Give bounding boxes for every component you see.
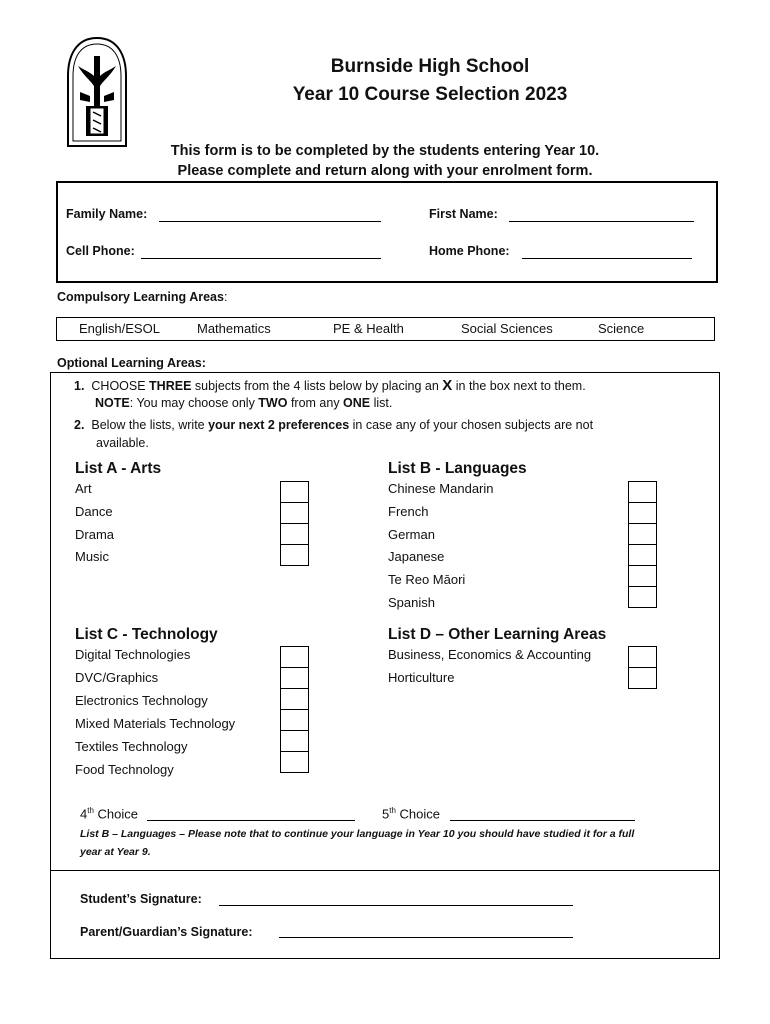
step-2-text-a: Below the lists, write (91, 418, 209, 432)
note-text-d: from any (287, 396, 344, 410)
fifth-choice-field[interactable] (450, 820, 635, 821)
note-text-f: list. (370, 396, 393, 410)
instruction-line-2: Please complete and return along with your enrolment form. (177, 163, 593, 179)
list-a-title: List A - Arts (75, 460, 162, 477)
list-a-item: Drama (75, 527, 115, 542)
list-c-checkbox[interactable] (280, 751, 309, 773)
list-a-item: Dance (75, 504, 113, 519)
instruction-note (95, 396, 392, 410)
compulsory-subject: Mathematics (197, 321, 271, 336)
family-name-label: Family Name: (66, 207, 148, 221)
student-details-box (56, 181, 718, 283)
instruction-step-2 (74, 418, 694, 432)
list-d-checkbox[interactable] (628, 646, 657, 668)
form-title: Year 10 Course Selection 2023 (292, 84, 568, 105)
first-name-label: First Name: (429, 207, 498, 221)
list-b-item: Te Reo Māori (388, 572, 466, 587)
cell-phone-field[interactable] (141, 258, 381, 259)
compulsory-subject: English/ESOL (79, 321, 160, 336)
list-a-checkbox[interactable] (280, 523, 309, 545)
list-c-item: Textiles Technology (75, 739, 188, 754)
compulsory-heading (57, 290, 227, 304)
list-c-item: Electronics Technology (75, 693, 208, 708)
list-b-item: Chinese Mandarin (388, 481, 494, 496)
fifth-choice-suffix: th (389, 806, 396, 815)
list-c-item: Digital Technologies (75, 647, 191, 662)
parent-signature-field[interactable] (279, 937, 573, 938)
language-note-line-2: year at Year 9. (80, 846, 151, 858)
compulsory-subject: Social Sciences (461, 321, 553, 336)
language-note-line-1: List B – Languages – Please note that to continue your language in Year 10 you should have studied it for a full (80, 828, 635, 840)
list-d-title: List D – Other Learning Areas (388, 626, 607, 643)
list-b-item: German (388, 527, 435, 542)
step-1-text-c: subjects from the 4 lists below by placing an (191, 379, 443, 393)
note-text-b: : You may choose only (129, 396, 259, 410)
list-b-checkbox[interactable] (628, 523, 657, 545)
list-b-title: List B - Languages (388, 460, 527, 477)
fourth-choice-suffix: th (87, 806, 94, 815)
list-a-item: Art (75, 481, 92, 496)
list-c-item: DVC/Graphics (75, 670, 159, 685)
instruction-line-1: This form is to be completed by the students entering Year 10. (170, 143, 600, 159)
compulsory-colon: : (223, 290, 228, 304)
list-b-checkbox[interactable] (628, 586, 657, 608)
fourth-choice-field[interactable] (147, 820, 355, 821)
list-b-checkbox[interactable] (628, 481, 657, 503)
fourth-choice-text: Choice (93, 806, 138, 822)
student-signature-field[interactable] (219, 905, 573, 906)
list-c-checkbox[interactable] (280, 709, 309, 731)
list-c-item: Mixed Materials Technology (75, 716, 236, 731)
list-c-checkbox[interactable] (280, 730, 309, 752)
list-d-item: Business, Economics & Accounting (388, 647, 592, 662)
step-1-text-a: CHOOSE (91, 379, 150, 393)
fourth-choice-label (80, 806, 138, 821)
list-a-checkbox[interactable] (280, 544, 309, 566)
list-b-item: Spanish (388, 595, 435, 610)
compulsory-subjects-box (56, 317, 715, 341)
list-b-checkbox[interactable] (628, 544, 657, 566)
section-divider (51, 870, 719, 871)
fifth-choice-text: Choice (395, 806, 440, 822)
list-b-item: Japanese (388, 549, 445, 564)
school-name: Burnside High School (330, 56, 530, 77)
list-c-checkbox[interactable] (280, 688, 309, 710)
step-1-number: 1. (74, 379, 85, 393)
fifth-choice-number: 5 (382, 806, 390, 822)
note-one: ONE (343, 396, 371, 410)
compulsory-subject: PE & Health (333, 321, 404, 336)
first-name-field[interactable] (509, 221, 694, 222)
list-a-item: Music (75, 549, 109, 564)
compulsory-label: Compulsory Learning Areas (57, 290, 224, 304)
list-b-checkbox[interactable] (628, 565, 657, 587)
list-c-title: List C - Technology (75, 626, 218, 643)
list-d-checkbox[interactable] (628, 667, 657, 689)
parent-signature-label: Parent/Guardian’s Signature: (80, 925, 253, 939)
list-d-item: Horticulture (388, 670, 455, 685)
fifth-choice-label (382, 806, 440, 821)
note-two: TWO (258, 396, 288, 410)
step-2-number: 2. (74, 418, 85, 432)
step-1-x: X (442, 377, 453, 394)
cell-phone-label: Cell Phone: (66, 244, 135, 258)
home-phone-label: Home Phone: (429, 244, 510, 258)
home-phone-field[interactable] (522, 258, 692, 259)
list-a-checkbox[interactable] (280, 502, 309, 524)
list-a-checkbox[interactable] (280, 481, 309, 503)
step-2-preferences: your next 2 preferences (208, 418, 350, 432)
compulsory-subject: Science (598, 321, 645, 336)
step-1-three: THREE (149, 379, 192, 393)
list-c-checkbox[interactable] (280, 646, 309, 668)
list-b-item: French (388, 504, 429, 519)
family-name-field[interactable] (159, 221, 381, 222)
step-2-continued: available. (96, 436, 149, 450)
student-signature-label: Student’s Signature: (80, 892, 202, 906)
optional-heading: Optional Learning Areas: (57, 356, 206, 370)
list-c-checkbox[interactable] (280, 667, 309, 689)
step-2-text-c: in case any of your chosen subjects are not (349, 418, 594, 432)
fourth-choice-number: 4 (80, 806, 88, 822)
note-label: NOTE (95, 396, 130, 410)
list-c-item: Food Technology (75, 762, 174, 777)
instruction-step-1 (74, 377, 694, 394)
step-1-text-d: in the box next to them. (452, 379, 586, 393)
list-b-checkbox[interactable] (628, 502, 657, 524)
